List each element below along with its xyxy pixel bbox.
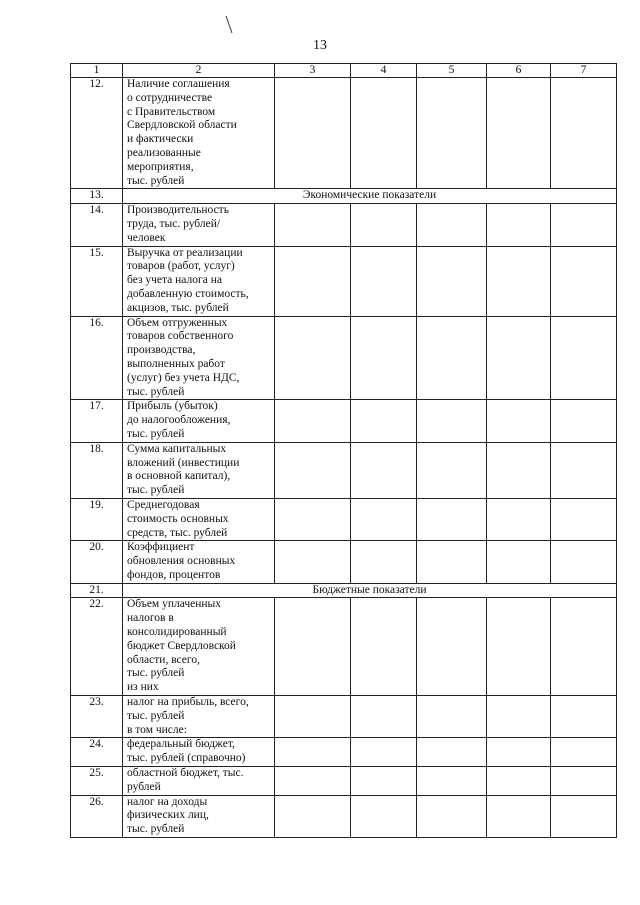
section-header-row [71,583,617,598]
value-cell[interactable] [551,767,617,796]
value-cell[interactable] [487,738,551,767]
table-row [71,442,617,498]
value-cell[interactable] [417,767,487,796]
value-cell[interactable] [551,316,617,400]
value-cell[interactable] [351,696,417,738]
table-row [71,738,617,767]
value-cell[interactable] [351,442,417,498]
indicator-label [123,246,275,316]
value-cell[interactable] [487,498,551,540]
table-row [71,316,617,400]
indicator-label [123,442,275,498]
indicator-label [123,767,275,796]
row-number: 22. [71,598,123,696]
table-row [71,795,617,837]
value-cell[interactable] [487,696,551,738]
indicator-label-text: Сумма капитальных вложений (инвестиции в основной капитал), тыс. рублей [127,442,240,497]
value-cell[interactable] [487,795,551,837]
value-cell[interactable] [275,738,351,767]
indicator-label [123,316,275,400]
indicator-label-text: Объем отгруженных товаров собственного производства, выполненных работ (услуг) без учета НДС, тыс. рублей [127,316,240,398]
value-cell[interactable] [487,541,551,583]
value-cell[interactable] [417,78,487,189]
value-cell[interactable] [417,696,487,738]
indicator-label-text: Среднегодовая стоимость основных средств, тыс. рублей [127,498,229,539]
value-cell[interactable] [551,442,617,498]
indicator-label-text: Производительность труда, тыс. рублей/ человек [127,204,229,244]
indicator-label [123,541,275,583]
value-cell[interactable] [351,738,417,767]
value-cell[interactable] [275,400,351,442]
indicator-label-text: областной бюджет, тыс. рублей [127,767,244,793]
table-row [71,498,617,540]
value-cell[interactable] [551,541,617,583]
value-cell[interactable] [275,246,351,316]
value-cell[interactable] [551,738,617,767]
column-header: 1 [71,64,123,78]
value-cell[interactable] [417,246,487,316]
value-cell[interactable] [351,78,417,189]
value-cell[interactable] [551,246,617,316]
value-cell[interactable] [551,498,617,540]
value-cell[interactable] [417,316,487,400]
value-cell[interactable] [417,795,487,837]
indicator-label [123,204,275,246]
value-cell[interactable] [275,795,351,837]
indicator-label-text: налог на доходы физических лиц, тыс. рублей [127,795,209,836]
value-cell[interactable] [551,78,617,189]
value-cell[interactable] [551,795,617,837]
indicator-label-text: федеральный бюджет, тыс. рублей (справочно) [127,738,246,765]
column-header: 7 [551,64,617,78]
value-cell[interactable] [551,204,617,246]
row-number: 24. [71,738,123,767]
value-cell[interactable] [275,498,351,540]
value-cell[interactable] [275,442,351,498]
table-row [71,246,617,316]
value-cell[interactable] [551,598,617,696]
value-cell[interactable] [487,598,551,696]
value-cell[interactable] [351,541,417,583]
value-cell[interactable] [487,442,551,498]
value-cell[interactable] [487,246,551,316]
section-title: Бюджетные показатели [123,583,617,598]
column-number-row [71,64,617,78]
value-cell[interactable] [417,541,487,583]
indicators-table [70,63,617,838]
row-number: 21. [71,583,123,598]
value-cell[interactable] [487,400,551,442]
row-number: 12. [71,78,123,189]
value-cell[interactable] [351,400,417,442]
table-row [71,204,617,246]
table-row [71,696,617,738]
indicator-label [123,78,275,189]
row-number: 20. [71,541,123,583]
indicator-label-text: Объем уплаченных налогов в консолидированный бюджет Свердловской области, всего, тыс. рублей из них [127,598,236,694]
value-cell[interactable] [487,767,551,796]
value-cell[interactable] [417,204,487,246]
indicator-label [123,696,275,738]
row-number: 16. [71,316,123,400]
indicator-label-text: Выручка от реализации товаров (работ, услуг) без учета налога на добавленную стоимость, акцизов, тыс. рублей [127,246,249,314]
indicator-label [123,795,275,837]
value-cell[interactable] [275,541,351,583]
value-cell[interactable] [351,316,417,400]
row-number: 15. [71,246,123,316]
value-cell[interactable] [351,204,417,246]
row-number: 26. [71,795,123,837]
value-cell[interactable] [275,767,351,796]
page-number: 13 [313,38,327,53]
row-number: 17. [71,400,123,442]
value-cell[interactable] [417,598,487,696]
value-cell[interactable] [551,696,617,738]
value-cell[interactable] [351,767,417,796]
value-cell[interactable] [351,795,417,837]
row-number: 14. [71,204,123,246]
table-row [71,541,617,583]
indicator-label [123,498,275,540]
table-row [71,78,617,189]
column-header: 5 [417,64,487,78]
indicator-label-text: налог на прибыль, всего, тыс. рублей в том числе: [127,696,249,736]
row-number: 13. [71,189,123,204]
value-cell[interactable] [417,498,487,540]
value-cell[interactable] [487,316,551,400]
value-cell[interactable] [275,204,351,246]
indicator-label-text: Прибыль (убыток) до налогообложения, тыс. рублей [127,400,231,440]
value-cell[interactable] [275,316,351,400]
indicator-label-text: Коэффициент обновления основных фондов, процентов [127,541,236,581]
section-title: Экономические показатели [123,189,617,204]
indicator-label [123,738,275,767]
row-number: 18. [71,442,123,498]
row-number: 23. [71,696,123,738]
row-number: 25. [71,767,123,796]
indicator-label-text: Наличие соглашения о сотрудничестве с Правительством Свердловской области и фактически реализованные мероприятия, тыс. рублей [127,78,237,187]
value-cell[interactable] [417,442,487,498]
value-cell[interactable] [351,598,417,696]
section-header-row [71,189,617,204]
table-row [71,598,617,696]
value-cell[interactable] [351,498,417,540]
value-cell[interactable] [275,598,351,696]
table-row [71,400,617,442]
value-cell[interactable] [351,246,417,316]
row-number: 19. [71,498,123,540]
value-cell[interactable] [275,696,351,738]
indicator-label [123,598,275,696]
table-row [71,767,617,796]
value-cell[interactable] [487,204,551,246]
value-cell[interactable] [551,400,617,442]
column-header: 6 [487,64,551,78]
indicator-label [123,400,275,442]
column-header: 4 [351,64,417,78]
value-cell[interactable] [417,400,487,442]
value-cell[interactable] [487,78,551,189]
value-cell[interactable] [275,78,351,189]
column-header: 3 [275,64,351,78]
value-cell[interactable] [417,738,487,767]
column-header: 2 [123,64,275,78]
